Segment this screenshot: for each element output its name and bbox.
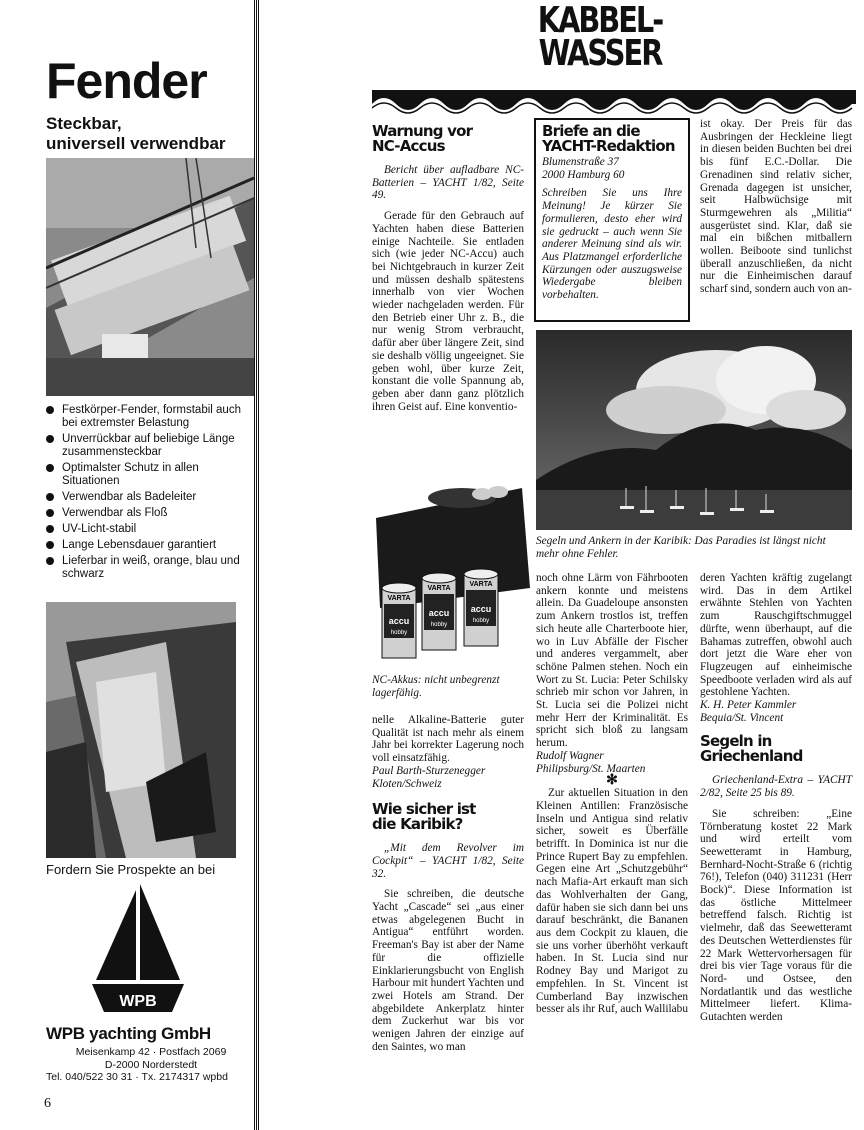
battery-sub: hobby xyxy=(472,618,490,624)
article-heading: Segeln in Griechenland xyxy=(700,732,803,766)
ad-address-line: D-2000 Norderstedt xyxy=(104,1058,198,1071)
ad-call-to-action: Fordern Sie Prospekte an bei xyxy=(46,862,216,877)
article-body: Gerade für den Gebrauch auf Yachten haben diese Batterien einige Nachteile. Sie entladen sich (wie jeder NC-Accu) auch bei Nichtgebrauch in kurzer Zeit und müssen deshalb spätestens innerhalb von vier Wochen wieder nachgeladen werden. Für den Betrieb einer Uhr z. B., die nur wenig Strom verbraucht, dafür aber über längere Zeit, sind sie deshalb völlig ungeeignet. Sie geben wohl, über kurze Zeit, konstant die volle Spannung ab, geben aber dann ganz plötzlich ihren Geist auf. Eine konventio- xyxy=(372,210,524,413)
ad-feature-item: Lieferbar in weiß, orange, blau und schwarz xyxy=(46,555,254,581)
author-location: Bequia/St. Vincent xyxy=(700,711,784,724)
nc-battery-photo xyxy=(372,478,532,670)
article-body: Zur aktuellen Situation in den Kleinen Antillen: Französische Inseln und Antigua sind relativ sicher, soweit es Überfälle betrifft. In Dominica ist nur die Prince Rupert Bay zu empfehlen. Gegen eine Art „Schutzgebühr“ nach Mafia-Art erkauft man sich das Wohlverhalten der Gang, dafür haben sie sich dann bei uns darauf beschränkt, die Bananen aus dem Cockpit zu klauen, die sie uns vorher überhöht verkauft haben. In St. Lucia sind nur Rodney Bay und Marigot zu empfehlen. In St. Vincent ist Cumberland Bay inzwischen besser als ihr Ruf, auch Wallilabu xyxy=(536,787,688,1016)
author-name: Paul Barth-Sturzenegger xyxy=(372,764,486,777)
ad-feature-item: UV-Licht-stabil xyxy=(46,523,254,536)
ad-address xyxy=(46,1046,256,1084)
article-reference: „Mit dem Revolver im Cockpit“ – YACHT 1/82, Seite 32. xyxy=(372,842,524,880)
ad-address-line: Tel. 040/522 30 31 · Tx. 2174317 wpbd xyxy=(46,1071,228,1083)
ad-feature-list xyxy=(46,404,254,584)
ad-subtitle xyxy=(46,114,226,154)
article-karibik-part4 xyxy=(700,118,852,296)
ad-title: Fender xyxy=(46,53,207,109)
article-heading: Warnung vor NC-Accus xyxy=(372,122,473,155)
caribbean-photo-caption: Segeln und Ankern in der Karibik: Das Paradies ist längst nicht mehr ohne Fehler. xyxy=(536,535,826,560)
article-karibik-part5 xyxy=(700,572,852,1024)
wpb-sailboat-logo-icon xyxy=(92,880,184,1020)
article-reference: Bericht über aufladbare NC-Batterien – YACHT 1/82, Seite 49. xyxy=(372,164,524,202)
article-karibik-part1 xyxy=(372,714,524,1053)
masthead-line-2: WASSER xyxy=(538,33,662,74)
page-number: 6 xyxy=(44,1096,51,1111)
author-location: Kloten/Schweiz xyxy=(372,777,442,790)
ad-feature-item: Lange Lebensdauer garantiert xyxy=(46,539,254,552)
fender-raft-photo xyxy=(46,602,236,858)
ad-feature-item: Unverrückbar auf beliebige Länge zusammensteckbar xyxy=(46,433,254,459)
ad-feature-item: Optimalster Schutz in allen Situationen xyxy=(46,462,254,488)
article-body: noch ohne Lärm von Fährbooten ankern konnte und meistens allein. Da Guadeloupe ansonsten zum Ankern trostlos ist, treffen sich heute alle Charterboote hier, wo in Luv Abfälle der Fischer und anderes vergammelt, aber schöne Palmen stehen. Noch ein Wort zu St. Lucia: Peter Schilsky schrieb mir schon vor Jahren, in St. Lucia sei die Polizei nicht mehr Herr der Kriminalität. Es spricht sich bloß zu langsam herum. xyxy=(536,572,688,750)
logo-text: WPB xyxy=(119,993,157,1010)
battery-brand: VARTA xyxy=(387,595,411,602)
article-nc-accus xyxy=(372,120,524,413)
ad-feature-item: Verwendbar als Floß xyxy=(46,507,254,520)
caribbean-harbour-photo xyxy=(536,330,852,530)
ad-feature-item: Verwendbar als Badeleiter xyxy=(46,491,254,504)
author-name: Rudolf Wagner xyxy=(536,749,604,762)
ad-subtitle-line-1: Steckbar, xyxy=(46,114,122,133)
letterbox-address: Blumenstraße 37 2000 Hamburg 60 xyxy=(542,156,625,181)
article-body: ist okay. Der Preis für das Ausbringen der Heckleine liegt in diesen beiden Buchten bei drei bis fünf E.C.-Dollar. Die Grenadinen sind relativ sicher, Grenada dagegen ist unsicher, seit Halbwüchsige mit Sturmgewehren als „Militia“ ausgerüstet sind. Klar, daß sie mal ein bißchen mitballern wollen. Beiboote sind tunlichst überall anzuschließen, da nicht nur die Einheimischen darauf scharf sind, sondern auch von an- xyxy=(700,118,852,296)
article-karibik-part2 xyxy=(536,572,688,1016)
battery-sub: hobby xyxy=(430,622,448,628)
author-location: Philipsburg/St. Maarten xyxy=(536,762,646,775)
column-separator xyxy=(254,0,260,1130)
masthead-line-1: KABBEL- xyxy=(537,0,663,41)
ad-subtitle-line-2: universell verwendbar xyxy=(46,134,226,153)
article-reference: Griechenland-Extra – YACHT 2/82, Seite 25 bis 89. xyxy=(700,774,852,800)
ad-company-name: WPB yachting GmbH xyxy=(46,1024,211,1043)
article-body: deren Yachten kräftig zugelangt wird. Das in dem Artikel erwähnte Stehlen von Yachten zum Rauschgiftschmuggel dürfte, wenn überhaupt, auf die Bahamas zutreffen, obwohl auch dort jetzt die Ware eher von Flugzeugen auf einheimische Speedboote verladen wird als auf gestohlene Yachten. xyxy=(700,572,852,699)
fender-photo-top xyxy=(46,158,254,396)
author-name: K. H. Peter Kammler xyxy=(700,699,797,712)
battery-type: accu xyxy=(428,608,450,618)
section-masthead xyxy=(536,0,664,74)
wave-banner-icon xyxy=(372,90,856,114)
article-body: Sie schreiben, die deutsche Yacht „Cascade“ sei „aus einer etwas abgelegenen Bucht in Antigua“ entführt worden. Freeman's Bay ist aber der Name für die offizielle Einklarierungsbucht von English Harbour mit hundert Yachten und zwei Hotels am Strand. Der abgebildete Ankerplatz hinter dem Zuckerhut war bis vor wenigen Jahren der einzige auf den Saintes, wo man xyxy=(372,888,524,1053)
letterbox-note: Schreiben Sie uns Ihre Meinung! Je kürzer Sie formulieren, desto eher wird sie gedruckt – auch wenn Sie anderer Meinung sind als wir. Aus Platzmangel erforderliche Kürzungen oder auszugsweise Wiedergabe bleiben vorbehalten. xyxy=(542,187,682,302)
fender-advertisement xyxy=(0,0,258,1130)
letterbox-heading: Briefe an die YACHT-Redaktion xyxy=(542,122,675,155)
battery-brand: VARTA xyxy=(469,581,493,588)
article-body: nelle Alkaline-Batterie guter Qualität ist nach mehr als einem Jahr bei korrekter Lagerung noch voll einsatzfähig. xyxy=(372,714,524,765)
battery-sub: hobby xyxy=(390,630,408,636)
battery-type: accu xyxy=(470,604,492,614)
ad-address-line: Meisenkamp 42 · Postfach 2069 xyxy=(75,1046,227,1058)
battery-type: accu xyxy=(388,616,410,626)
separator-star-icon: ✻ xyxy=(606,773,618,789)
letters-to-editor-box xyxy=(534,118,690,322)
ad-feature-item: Festkörper-Fender, formstabil auch bei extremster Belastung xyxy=(46,404,254,430)
article-body: Sie schreiben: „Eine Törnberatung kostet 22 Mark und wird erteilt vom Seewetteramt in Hamburg, Bernhard-Nocht-Straße 6 (richtig 76!), Telefon (040) 311231 (Herr Bock)“. Diese Information ist das östliche Mittelmeer betreffend falsch. Richtig ist vielmehr, daß das Seewetteramt des Deutschen Wetterdienstes für 22 Mark Wettervorhersagen für drei bis vier Tage voraus für die Nord- und Ostsee, den Nordatlantik und das westliche Mittelmeer liefert. Klima-Gutachten werden xyxy=(700,807,852,1024)
battery-brand: VARTA xyxy=(427,585,451,592)
article-heading: Wie sicher ist die Karibik? xyxy=(372,800,476,834)
battery-photo-caption: NC-Akkus: nicht unbegrenzt lagerfähig. xyxy=(372,674,500,699)
